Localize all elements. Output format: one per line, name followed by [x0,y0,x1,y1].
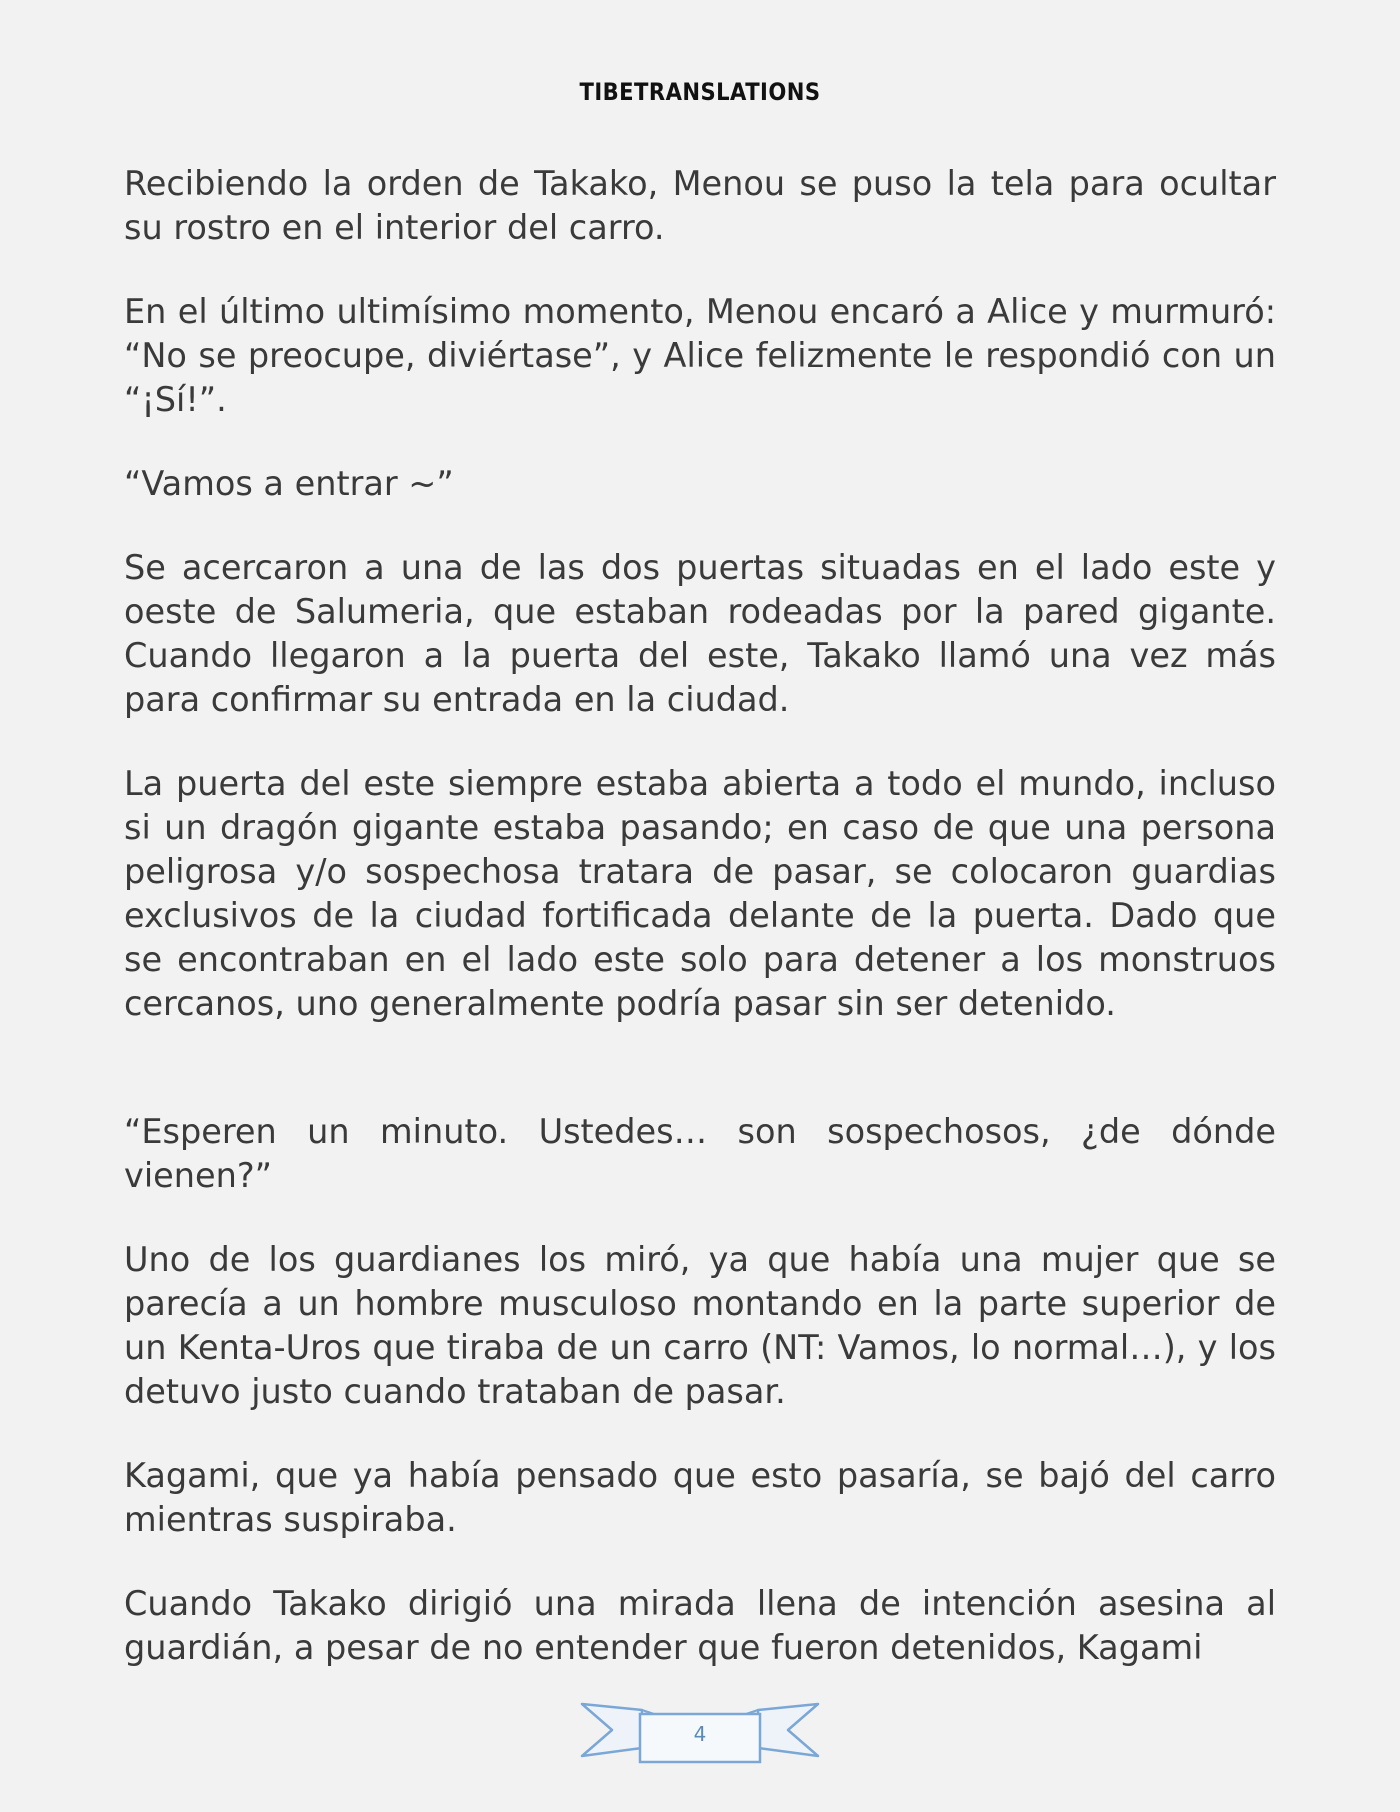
page-number: 4 [693,1722,707,1746]
paragraph: En el último ultimísimo momento, Menou encaró a Alice y murmuró: “No se preocupe, diviértase”, y Alice felizmente le respondió con un “¡Sí!”. [124,292,1276,419]
page-header-logo: TIBETRANSLATIONS [579,78,821,106]
paragraph: La puerta del este siempre estaba abierta a todo el mundo, incluso si un dragón gigante estaba pasando; en caso de que una persona peligrosa y/o sospechosa tratara de pasar, se colocaron guardias exclusivos de la ciudad fortificada delante de la puerta. Dado que se encontraban en el lado este solo para detener a los monstruos cercanos, uno generalmente podría pasar sin ser detenido. [124,764,1276,1023]
paragraph: Uno de los guardianes los miró, ya que había una mujer que se parecía a un hombre musculoso montando en la parte superior de un Kenta-Uros que tiraba de un carro (NT: Vamos, lo normal…), y los detuvo justo cuando trataban de pasar. [124,1240,1276,1411]
paragraph: Kagami, que ya había pensado que esto pasaría, se bajó del carro mientras suspiraba. [124,1456,1276,1539]
paragraph: Cuando Takako dirigió una mirada llena de intención asesina al guardián, a pesar de no entender que fueron detenidos, Kagami [124,1584,1276,1667]
paragraph: “Esperen un minuto. Ustedes… son sospechosos, ¿de dónde vienen?” [124,1112,1276,1195]
paragraph: “Vamos a entrar ~” [124,464,454,503]
paragraph: Se acercaron a una de las dos puertas situadas en el lado este y oeste de Salumeria, que estaban rodeadas por la pared gigante. Cuando llegaron a la puerta del este, Takako llamó una vez más para confirmar su entrada en la ciudad. [124,548,1276,719]
body-text [124,162,1276,1670]
paragraph: Recibiendo la orden de Takako, Menou se puso la tela para ocultar su rostro en el interior del carro. [124,164,1276,247]
page-number-ribbon [580,1696,820,1766]
